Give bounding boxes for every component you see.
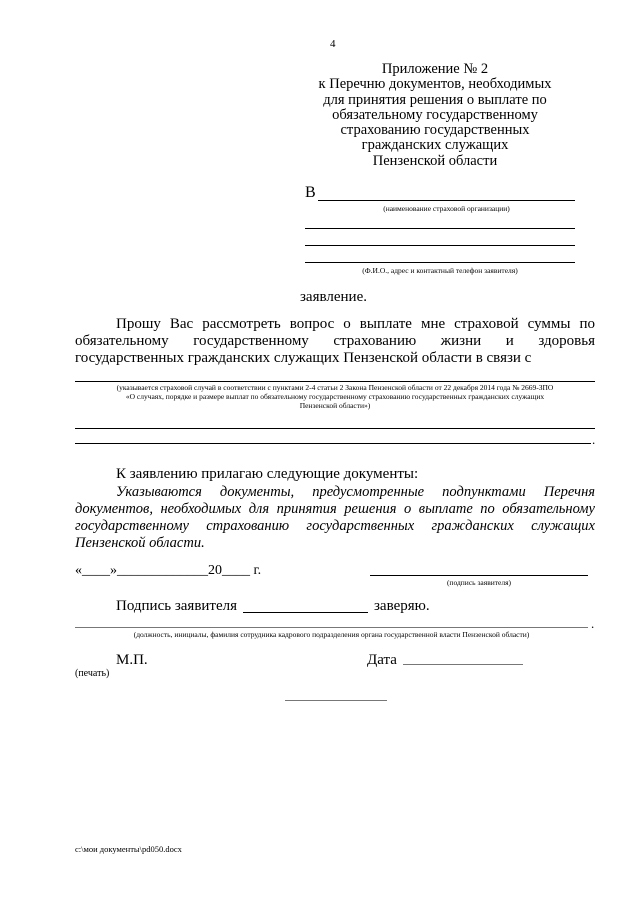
note-line: Указываются документы, предусмотренные подпунктами Перечня — [116, 484, 595, 500]
note-line: государственному страхованию государственных гражданских служащих — [75, 518, 595, 534]
applicant-caption: (Ф.И.О., адрес и контактный телефон заявителя) — [362, 266, 518, 275]
certification-suffix: заверяю. — [374, 598, 430, 614]
caption-line: Пензенской области») — [299, 401, 371, 410]
date-label: Дата — [367, 652, 397, 668]
appendix-line: к Перечню документов, необходимых — [318, 76, 552, 93]
appendix-line: Приложение № 2 — [381, 61, 489, 77]
insured-event-line-2[interactable] — [75, 428, 595, 429]
caption-line: «О случаях, порядке и размере выплат по обязательному государственному страхованию государственных гражданских служащих — [125, 392, 545, 401]
officer-period: . — [591, 616, 595, 631]
officer-caption: (должность, инициалы, фамилия сотрудника кадрового подразделения органа государственной власти Пензенской области) — [133, 630, 530, 639]
caption-line: (указывается страховой случай в соответствии с пунктами 2-4 статьи 2 Закона Пензенской области от 22 декабря 2014 года № 2669-ЗПО — [116, 383, 554, 392]
page-number: 4 — [330, 38, 336, 50]
insurer-caption: (наименование страховой организации) — [383, 204, 510, 213]
insurer-name-line[interactable] — [318, 200, 575, 201]
officer-line[interactable] — [75, 627, 588, 628]
applicant-signature-line[interactable] — [370, 575, 588, 576]
appendix-line: страхованию государственных — [340, 122, 530, 139]
certification-label: Подпись заявителя — [116, 598, 238, 614]
request-paragraph — [75, 316, 595, 367]
document-title: заявление. — [300, 289, 367, 305]
insured-event-line[interactable] — [75, 381, 595, 382]
appendix-line: гражданских служащих — [361, 137, 509, 154]
insured-event-period: . — [592, 432, 596, 447]
attachments-note — [75, 484, 595, 552]
stamp-mp: М.П. — [116, 652, 148, 668]
application-date[interactable]: «____»_____________20____ г. — [75, 563, 262, 578]
certification-signature-line[interactable] — [243, 612, 368, 613]
insured-event-caption — [75, 383, 595, 410]
applicant-line-3[interactable] — [305, 262, 575, 263]
appendix-line: для принятия решения о выплате по — [323, 91, 547, 108]
request-line: государственных гражданских служащих Пензенской области в связи с — [75, 350, 532, 366]
request-line: обязательному государственному страхованию жизни и здоровья — [75, 333, 595, 349]
addressee-prefix: В — [305, 184, 316, 201]
applicant-line-1[interactable] — [305, 228, 575, 229]
applicant-signature-caption: (подпись заявителя) — [446, 578, 512, 587]
request-line: Прошу Вас рассмотреть вопрос о выплате мне страховой суммы по — [116, 316, 595, 332]
file-path: c:\мои документы\pd050.docx — [75, 844, 182, 854]
insured-event-line-3[interactable] — [75, 443, 591, 444]
attachments-heading: К заявлению прилагаю следующие документы: — [116, 466, 419, 482]
stamp-seal: (печать) — [75, 668, 110, 679]
appendix-line: Пензенской области — [372, 152, 498, 169]
appendix-line: обязательному государственному — [332, 106, 538, 123]
date-line[interactable] — [403, 664, 523, 665]
note-line: документов, необходимых для принятия решения о выплате по обязательному — [75, 501, 595, 517]
appendix-heading — [300, 62, 570, 169]
separator-line — [285, 700, 387, 701]
note-line: Пензенской области. — [75, 535, 205, 551]
applicant-line-2[interactable] — [305, 245, 575, 246]
